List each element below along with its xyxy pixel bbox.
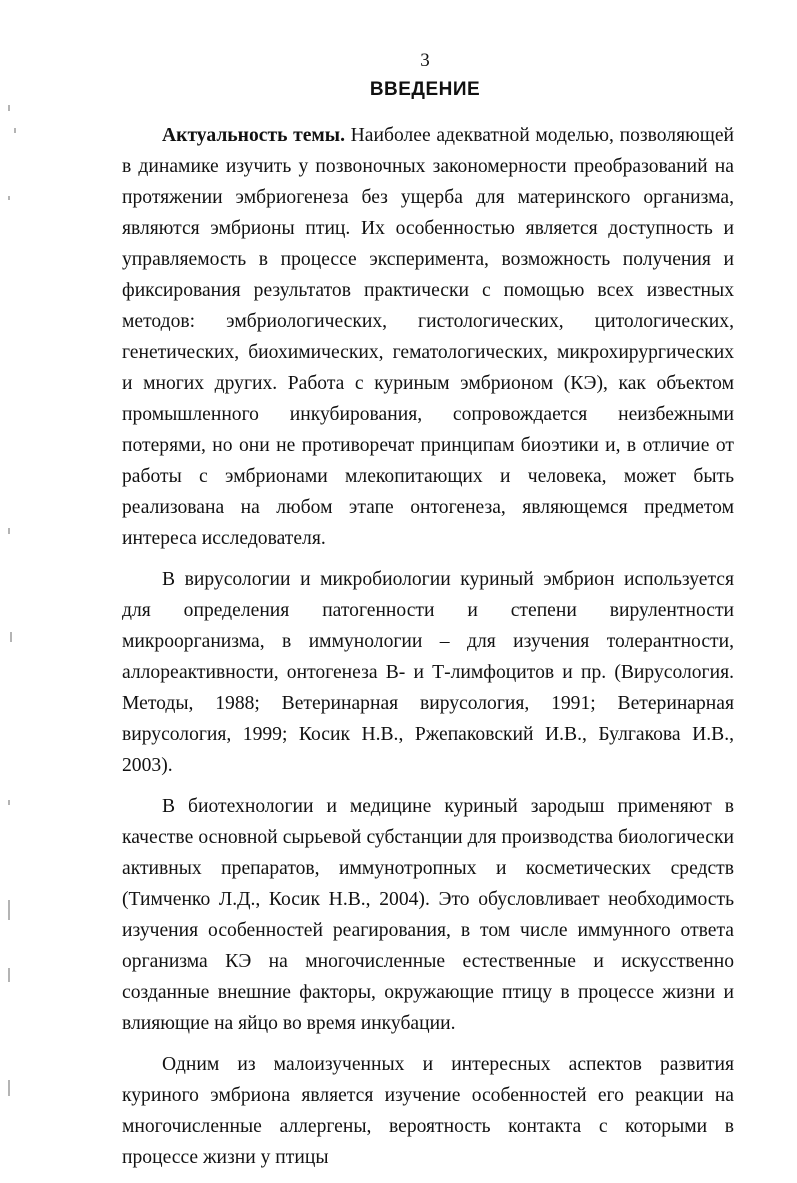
page-number: 3: [420, 50, 430, 71]
scan-artifact: [8, 1080, 10, 1096]
section-heading: ВВЕДЕНИЕ: [369, 79, 481, 100]
scan-artifact: [8, 800, 10, 805]
paragraph-lead: Актуальность темы.: [162, 125, 345, 146]
paragraph-text: В биотехнологии и медицине куриный зародыш применяют в качестве основной сырьевой субстанции для производства биологически активных препаратов, иммунотропных и косметических средств (Тимченко Л.Д., Косик Н.В., 2004). Это обусловливает необходимость изучения особенностей реагирования, в том числе иммунного ответа организма КЭ на многочисленные естественные и искусственно созданные внешние факторы, окружающие птицу в процессе жизни и влияющие на яйцо во время инкубации.: [122, 796, 734, 1034]
scan-artifact: [8, 968, 10, 982]
scan-artifact: [8, 900, 10, 920]
scan-artifact: [8, 528, 10, 534]
paragraph-allergens: [122, 1049, 734, 1173]
paragraph-relevance: [122, 120, 734, 554]
scan-artifact: [8, 105, 10, 111]
scan-artifact: [14, 128, 16, 133]
paragraph-biotechnology: [122, 791, 734, 1039]
paragraph-text: В вирусологии и микробиологии куриный эмбрион используется для определения патогенности и степени вирулентности микроорганизма, в иммунологии – для изучения толерантности, аллореактивности, онтогенеза В- и Т-лимфоцитов и пр. (Вирусология. Методы, 1988; Ветеринарная вирусология, 1991; Ветеринарная вирусология, 1999; Косик Н.В., Ржепаковский И.В., Булгакова И.В., 2003).: [122, 569, 734, 776]
paragraph-text: Одним из малоизученных и интересных аспектов развития куриного эмбриона является изучение особенностей его реакции на многочисленные аллергены, вероятность контакта с которыми в процессе жизни у птицы: [122, 1054, 734, 1168]
paragraph-text: Наиболее адекватной моделью, позволяющей в динамике изучить у позвоночных закономерности преобразований на протяжении эмбриогенеза без ущерба для материнского организма, являются эмбрионы птиц. Их особенностью является доступность и управляемость в процессе эксперимента, возможность получения и фиксирования результатов практически с помощью всех известных методов: эмбриологических, гистологических, цитологических, генетических, биохимических, гематологических, микрохирургических и многих других. Работа с куриным эмбрионом (КЭ), как объектом промышленного инкубирования, сопровождается неизбежными потерями, но они не противоречат принципам биоэтики и, в отличие от работы с эмбрионами млекопитающих и человека, может быть реализована на любом этапе онтогенеза, являющемся предметом интереса исследователя.: [122, 125, 734, 549]
body-text: [122, 120, 734, 1183]
scan-artifact: [10, 632, 12, 642]
scan-artifact: [8, 196, 10, 200]
paragraph-virology: [122, 564, 734, 781]
